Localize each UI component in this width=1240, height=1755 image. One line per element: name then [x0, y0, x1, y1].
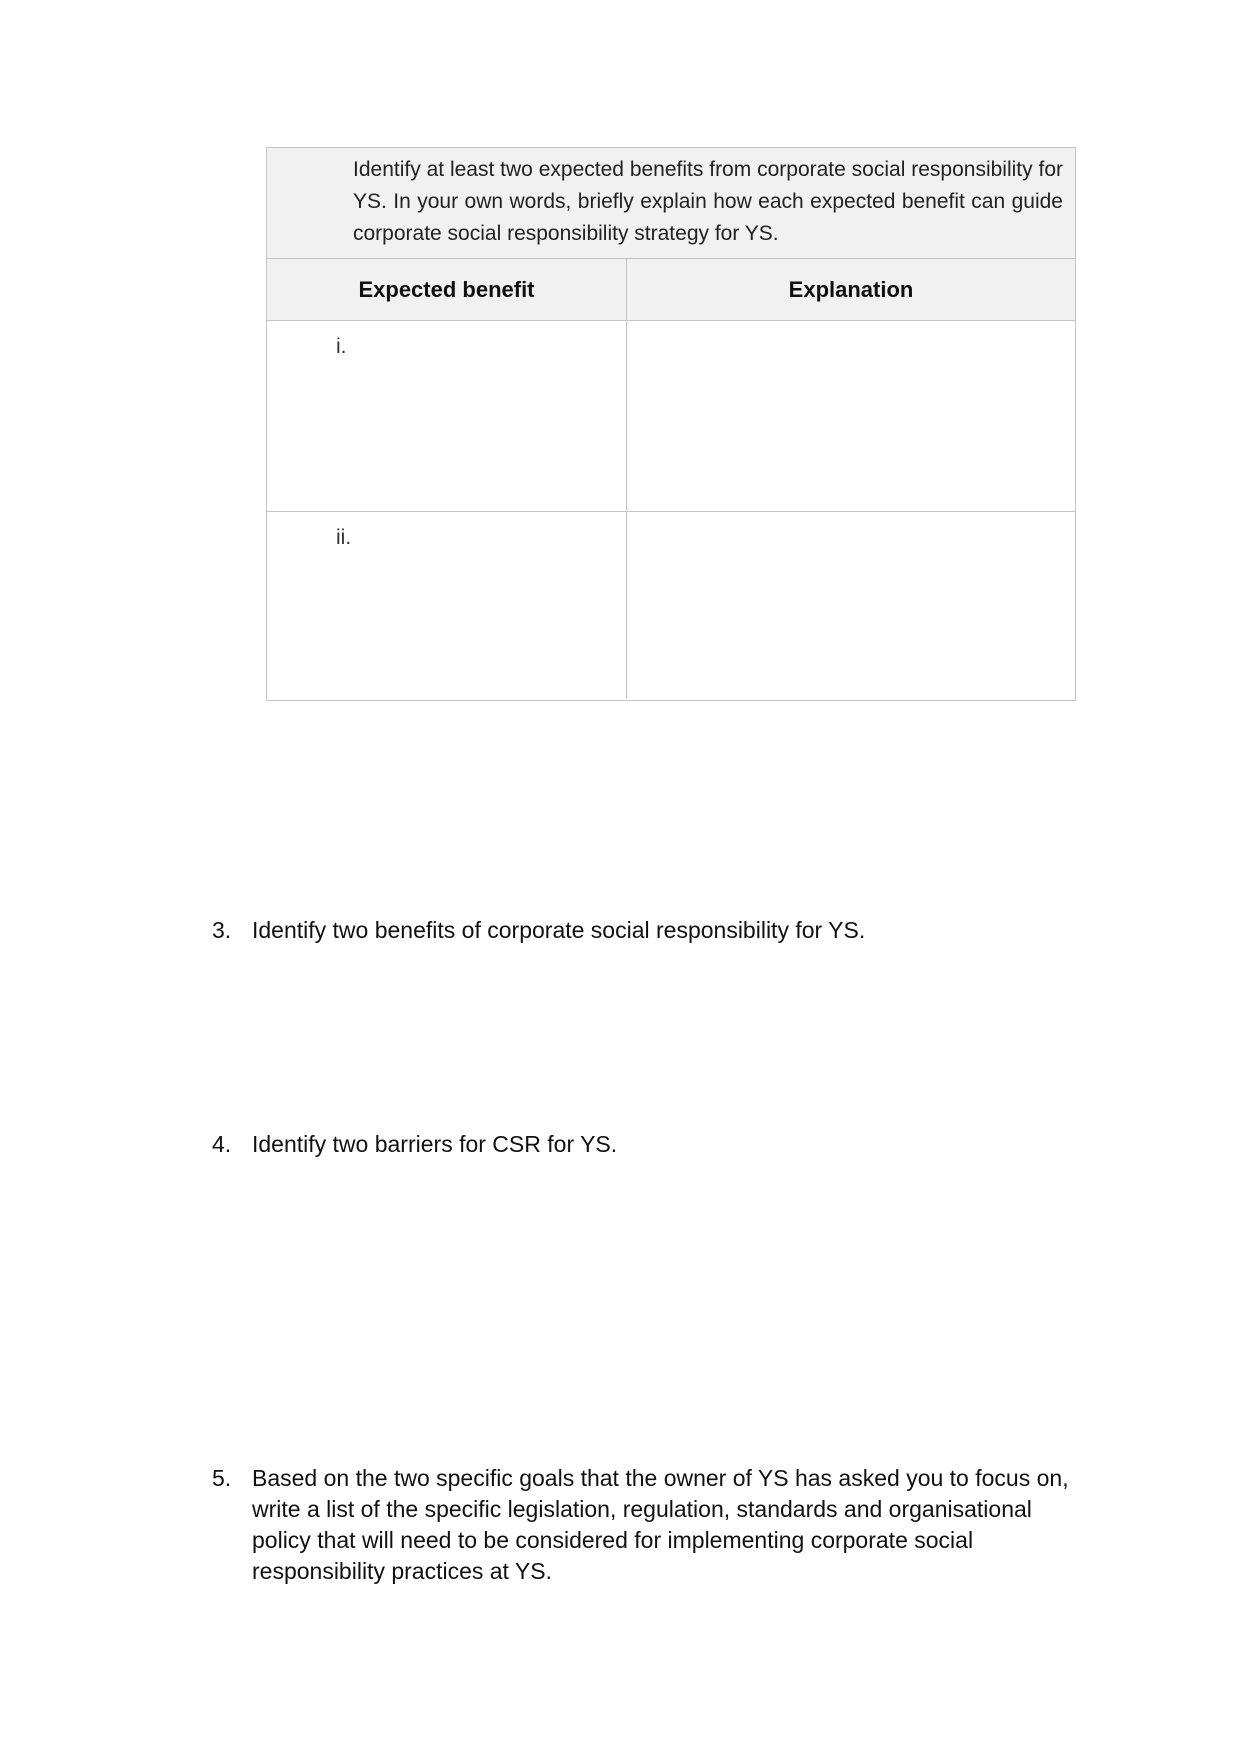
row-label: i.	[336, 335, 347, 358]
question-4	[212, 1129, 1072, 1160]
table-instruction-text: Identify at least two expected benefits from corporate social responsibility for YS. In your own words, briefly explain how each expected benefit can guide corporate social responsibility strategy for YS.	[353, 158, 1063, 245]
question-number: 5.	[212, 1465, 232, 1491]
question-text: Based on the two specific goals that the owner of YS has asked you to focus on, write a list of the specific legislation, regulation, standards and organisational policy that will need to be considered for implementing corporate social responsibility practices at YS.	[252, 1465, 1069, 1584]
benefit-answer-2[interactable]	[267, 512, 626, 699]
column-header-expected-benefit: Expected benefit	[267, 259, 627, 321]
row-label: ii.	[336, 526, 352, 549]
question-3	[212, 915, 1072, 946]
explanation-answer-1[interactable]	[627, 321, 1075, 511]
question-text: Identify two barriers for CSR for YS.	[252, 1131, 618, 1157]
question-text: Identify two benefits of corporate social responsibility for YS.	[252, 917, 866, 943]
question-number: 4.	[212, 1131, 232, 1157]
question-5	[212, 1463, 1072, 1587]
table-instruction-row	[267, 148, 1075, 259]
benefit-cell-row-2[interactable]	[267, 512, 627, 699]
column-header-explanation: Explanation	[627, 259, 1075, 321]
explanation-cell-row-2[interactable]	[627, 512, 1075, 699]
explanation-cell-row-1[interactable]	[627, 321, 1075, 512]
benefit-cell-row-1[interactable]	[267, 321, 627, 512]
benefits-table	[266, 147, 1076, 701]
question-number: 3.	[212, 917, 232, 943]
benefit-answer-1[interactable]	[267, 321, 626, 511]
explanation-answer-2[interactable]	[627, 512, 1075, 699]
